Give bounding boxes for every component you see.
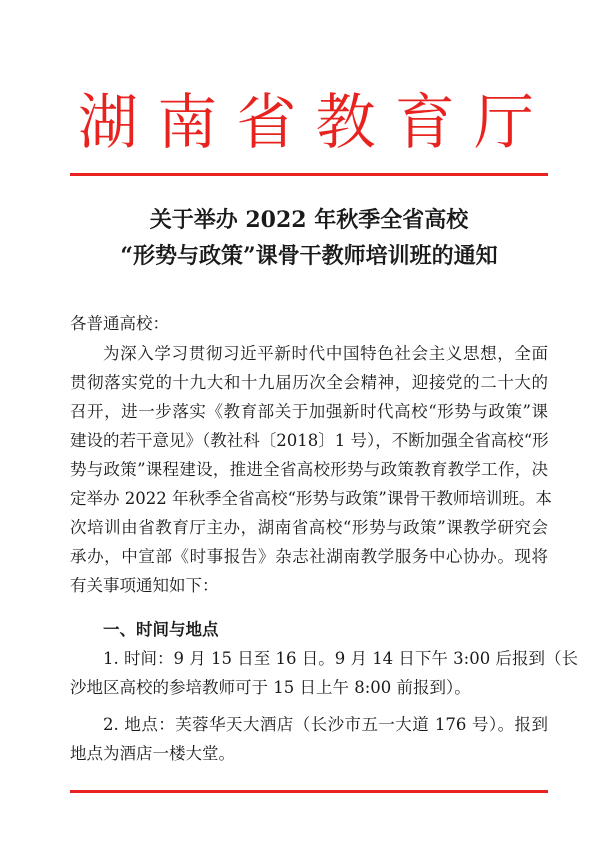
org-title: 湖南省教育厅 xyxy=(78,88,538,158)
body-line: 有关事项通知如下： xyxy=(70,576,219,595)
body-line: 2. 地点：芙蓉华天大酒店（长沙市五一大道 176 号）。报到 xyxy=(103,715,548,734)
body-line: 承办，中宣部《时事报告》杂志社湖南教学服务中心协办。现将 xyxy=(70,547,548,566)
document-title-line1: 关于举办 2022 年秋季全省高校 xyxy=(149,207,469,233)
body-line: 势与政策”课程建设，推进全省高校形势与政策教育教学工作，决 xyxy=(70,460,548,479)
body-line: 次培训由省教育厅主办，湖南省高校“形势与政策”课教学研究会 xyxy=(70,518,548,537)
body-line: 建设的若干意见》（教社科〔2018〕1 号），不断加强全省高校“形 xyxy=(70,431,549,450)
body-line: 沙地区高校的参培教师可于 15 日上午 8:00 前报到）。 xyxy=(70,678,471,697)
body-line: 1. 时间：9 月 15 日至 16 日。9 月 14 日下午 3:00 后报到（长 xyxy=(103,649,578,668)
header-divider xyxy=(70,173,548,176)
section-heading: 一、时间与地点 xyxy=(103,620,219,639)
body-line: 地点为酒店一楼大堂。 xyxy=(70,744,235,763)
body-line: 为深入学习贯彻习近平新时代中国特色社会主义思想，全面 xyxy=(103,344,548,363)
body-line: 贯彻落实党的十九大和十九届历次全会精神，迎接党的二十大的 xyxy=(70,373,548,392)
footer-divider xyxy=(70,790,548,793)
body-line: 定举办 2022 年秋季全省高校“形势与政策”课骨干教师培训班。本 xyxy=(70,489,552,508)
body-line: 召开，进一步落实《教育部关于加强新时代高校“形势与政策”课 xyxy=(70,402,548,421)
document-title-line2: “形势与政策”课骨干教师培训班的通知 xyxy=(120,243,498,269)
salutation: 各普通高校： xyxy=(70,314,169,333)
